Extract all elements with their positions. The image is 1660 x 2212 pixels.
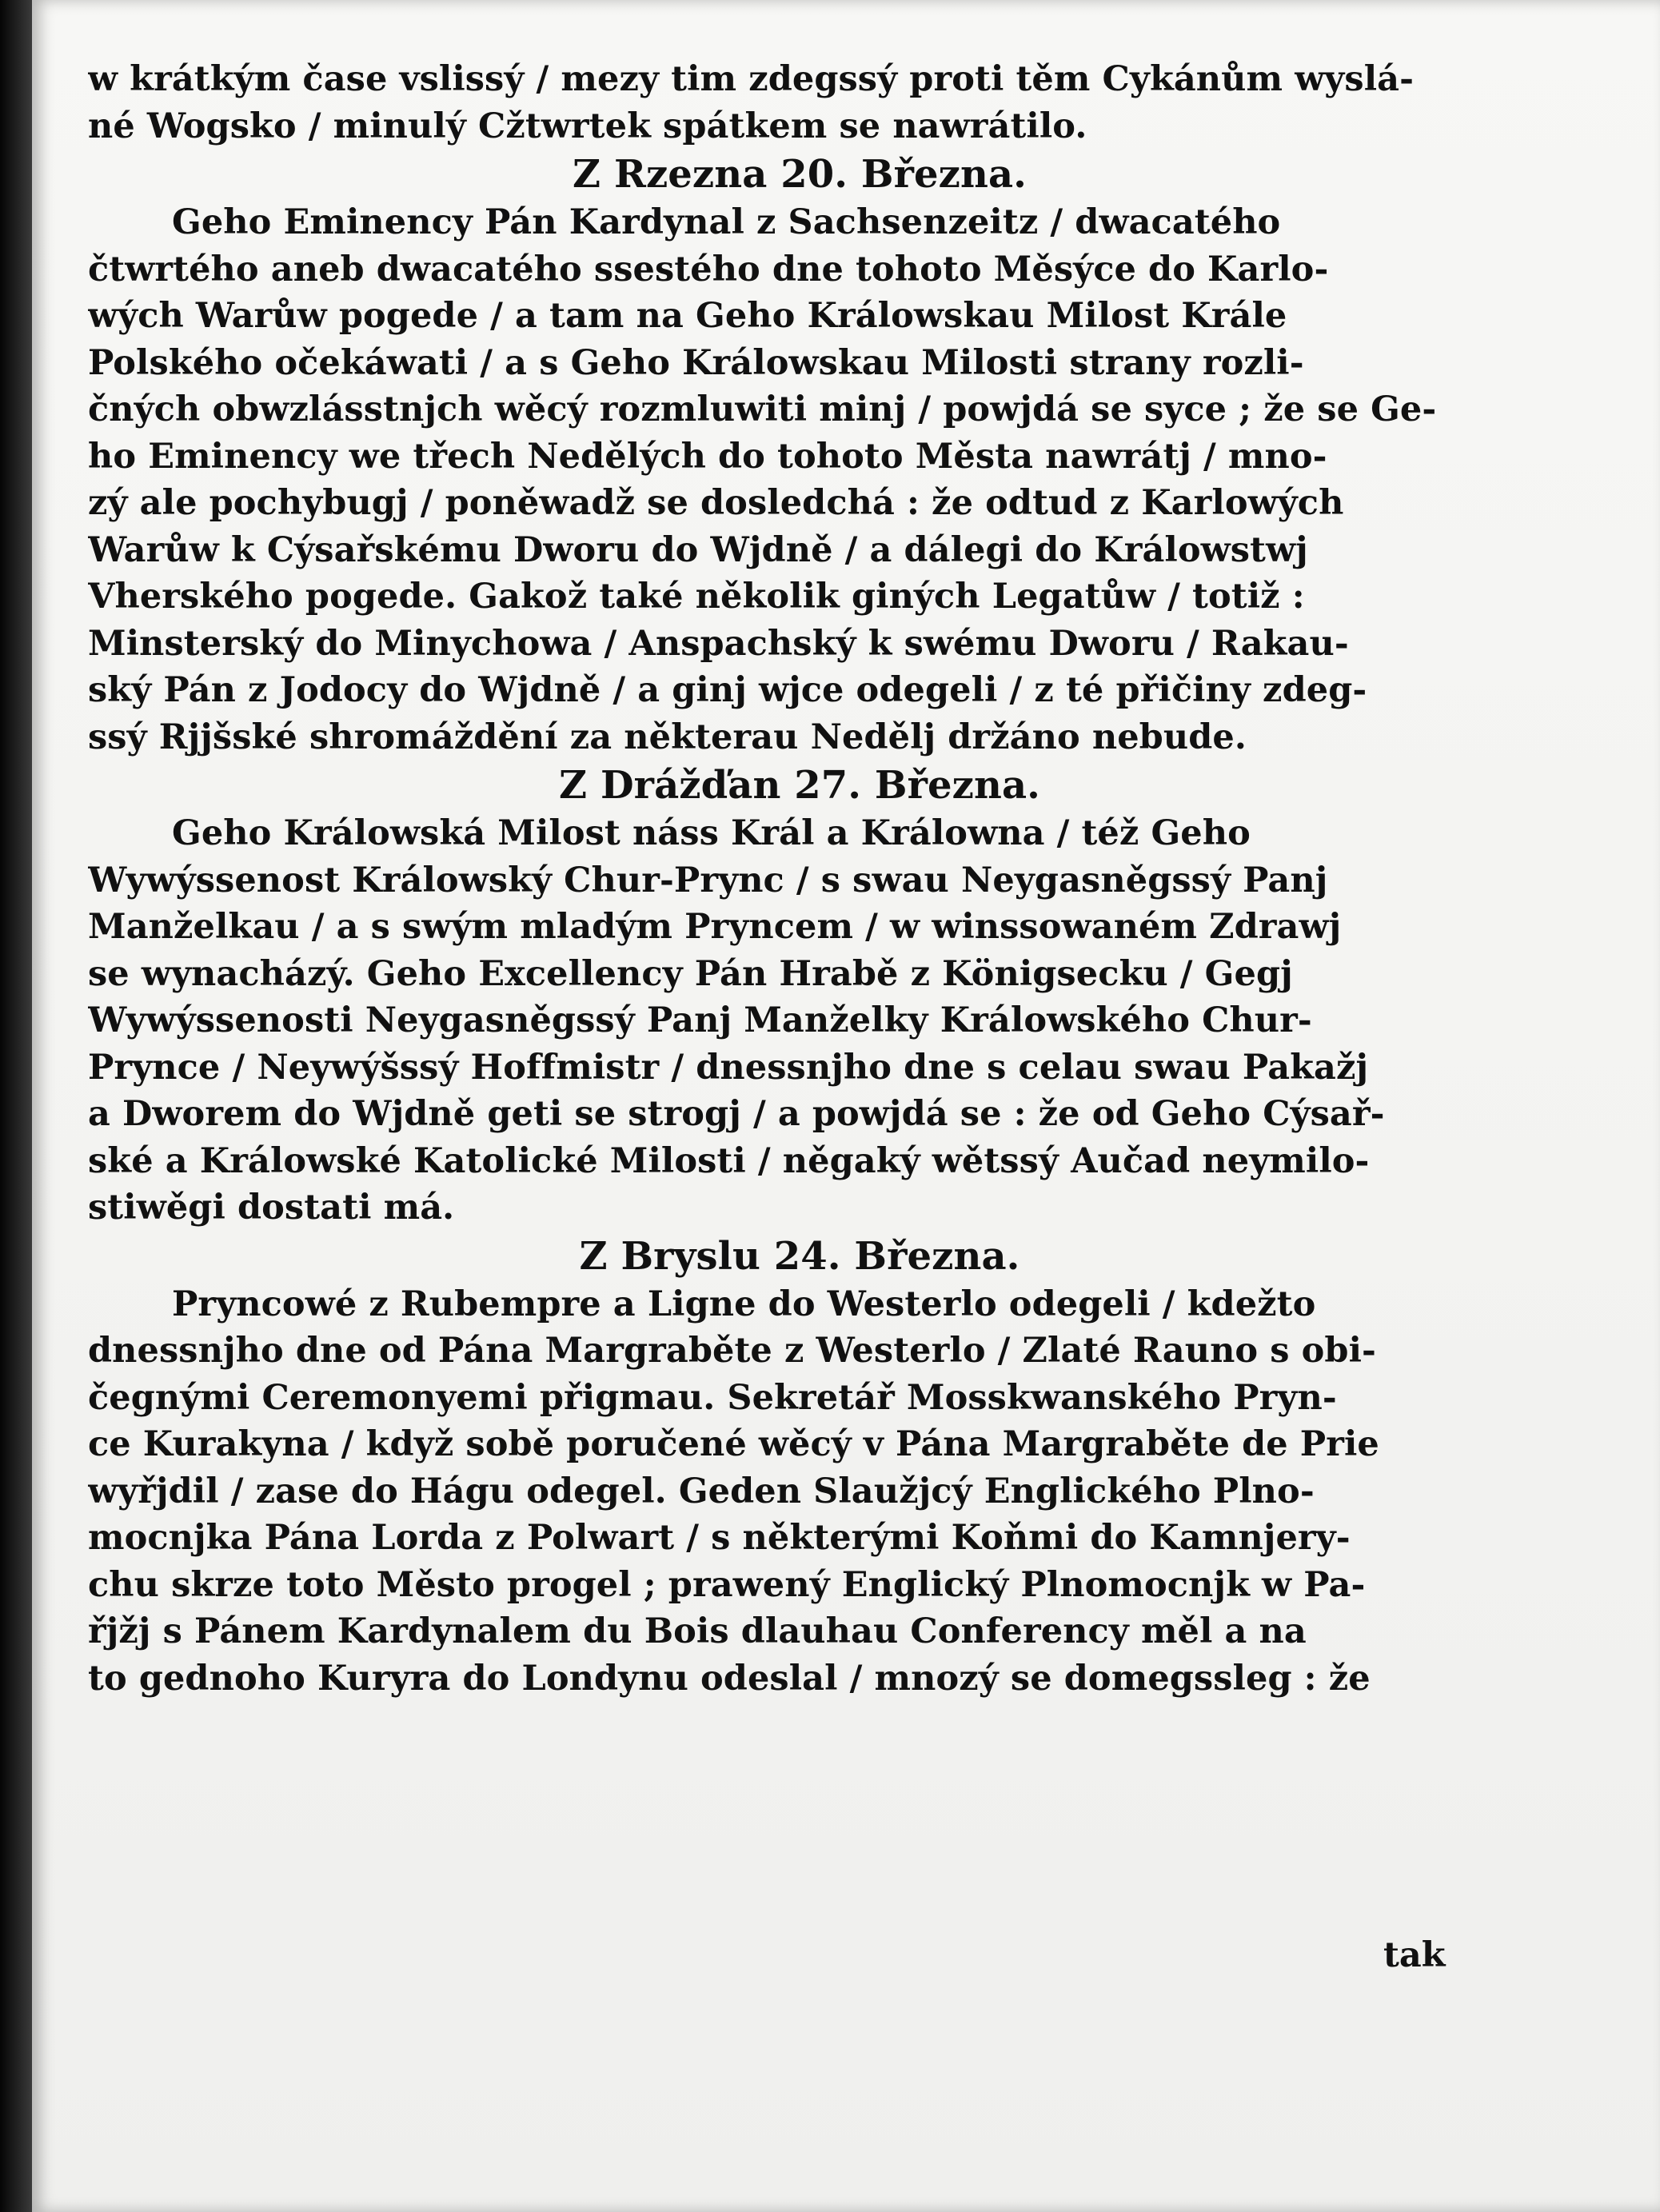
paragraph-drazdan [88, 810, 1511, 1232]
text-line: mocnjka Pána Lorda z Polwart / s některými Koňmi do Kamnjery- [88, 1518, 1351, 1558]
document-page [32, 0, 1660, 2212]
text-line: chu skrze toto Město progel ; prawený Englický Plnomocnjk w Pa- [88, 1564, 1366, 1605]
text-line: čných obwzlásstnjch wěcý rozmluwiti minj / powjdá se syce ; že se Ge- [88, 389, 1437, 429]
text-line: zý ale pochybugj / poněwadž se dosledchá : že odtud z Karlowých [88, 483, 1344, 523]
catchword: tak [1383, 1935, 1446, 1975]
text-line: se wynacházý. Geho Excellency Pán Hrabě z Königsecku / Gegj [88, 953, 1293, 994]
text-line: stiwěgi dostati má. [88, 1188, 455, 1228]
text-line: čegnými Ceremonyemi přigmau. Sekretář Mosskwanského Pryn- [88, 1377, 1337, 1418]
text-line: Wywýssenost Králowský Chur-Prync / s swau Neygasněgssý Panj [88, 860, 1328, 900]
paragraph-rezna [88, 199, 1511, 761]
text-line: wyřjdil / zase do Hágu odegel. Geden Slaužjcý Englického Plno- [88, 1471, 1315, 1511]
text-line: wých Warůw pogede / a tam na Geho Králowskau Milost Krále [88, 296, 1287, 336]
text-line: ské a Králowské Katolické Milosti / něgaký wětssý Aučad neymilo- [88, 1140, 1370, 1181]
text-line: ho Eminency we třech Nedělých do tohoto Města nawrátj / mno- [88, 436, 1327, 477]
text-line: Manželkau / a s swým mladým Pryncem / w winssowaném Zdrawj [88, 907, 1342, 947]
text-line: ce Kurakyna / když sobě poručené wěcý v Pána Margraběte de Prie [88, 1424, 1379, 1464]
text-line: čtwrtého aneb dwacatého ssestého dne tohoto Měsýce do Karlo- [88, 249, 1329, 289]
document-body [88, 56, 1511, 1702]
text-line: Minsterský do Minychowa / Anspachský k swému Dworu / Rakau- [88, 623, 1349, 664]
text-line: Vherského pogede. Gakož také několik giných Legatůw / totiž : [88, 577, 1305, 617]
text-line: né Wogsko / minulý Cžtwrtek spátkem se nawrátilo. [88, 106, 1087, 146]
text-line: Prynce / Neywýšssý Hoffmistr / dnessnjho dne s celau swau Pakažj [88, 1047, 1369, 1088]
text-line: řjžj s Pánem Kardynalem du Bois dlauhau Conferency měl a na [88, 1611, 1307, 1651]
text-line: to gednoho Kuryra do Londynu odeslal / mnozý se domegssleg : že [88, 1658, 1371, 1699]
scan-binding-shadow [0, 0, 32, 2212]
text-line: Geho Eminency Pán Kardynal z Sachsenzeitz / dwacatého [172, 202, 1281, 242]
text-line: Pryncowé z Rubempre a Ligne do Westerlo odegeli / kdežto [172, 1284, 1316, 1324]
text-line: ský Pán z Jodocy do Wjdně / a ginj wjce odegeli / z té přičiny zdeg- [88, 670, 1367, 710]
text-line: Warůw k Cýsařskému Dworu do Wjdně / a dálegi do Králowstwj [88, 529, 1308, 570]
text-line: dnessnjho dne od Pána Margraběte z Westerlo / Zlaté Rauno s obi- [88, 1331, 1376, 1371]
text-line: Geho Králowská Milost náss Král a Králowna / též Geho [172, 813, 1251, 853]
text-line: Polského očekáwati / a s Geho Králowskau Milosti strany rozli- [88, 342, 1304, 383]
text-line: w krátkým čase vslissý / mezy tim zdegssý proti těm Cykánům wyslá- [88, 59, 1415, 99]
text-line: a Dworem do Wjdně geti se strogj / a powjdá se : že od Geho Cýsař- [88, 1094, 1385, 1134]
paragraph-bryslu [88, 1281, 1511, 1703]
section-heading-drazdan: Z Drážďan 27. Března. [559, 763, 1040, 808]
section-heading-rezna: Z Rzezna 20. Březnа. [573, 152, 1027, 197]
paragraph-intro [88, 56, 1511, 150]
text-line: Wywýssenosti Neygasněgssý Panj Manželky Králowského Chur- [88, 1000, 1312, 1040]
text-line: ssý Rjjšské shromáždění za některau Nedělj držáno nebude. [88, 717, 1247, 757]
section-heading-bryslu: Z Bryslu 24. Března. [579, 1233, 1020, 1279]
